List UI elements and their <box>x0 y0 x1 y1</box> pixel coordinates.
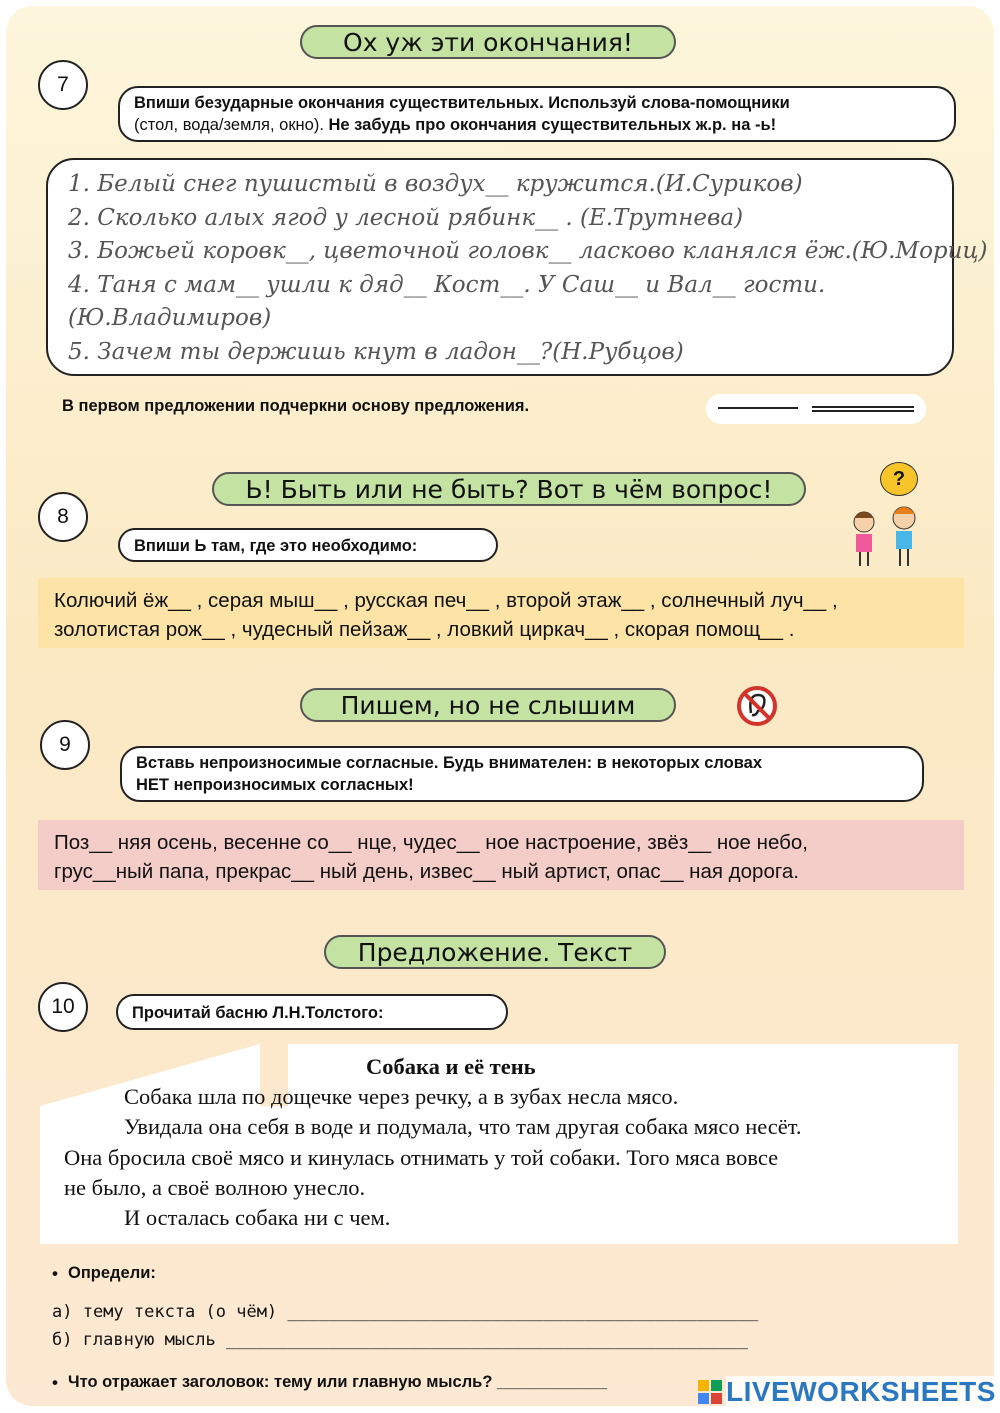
task7-number: 7 <box>38 60 88 110</box>
sentence-5[interactable]: 5. Зачем ты держишь кнут в ладон__?(Н.Рубцов) <box>68 338 684 365</box>
sentence-4-author: (Ю.Владимиров) <box>68 305 272 331</box>
fable-line-2: Увидала она себя в воде и подумала, что там другая собака мясо несёт. <box>124 1114 802 1139</box>
task9-line-2[interactable]: грус__ный папа, прекрас__ ный день, извес__ ный артист, опас__ ная дорога. <box>54 860 799 883</box>
question-bullet: • <box>52 1373 58 1392</box>
task10-instruction: Прочитай басню Л.Н.Толстого: <box>116 994 508 1030</box>
logo-grid-icon <box>698 1380 722 1404</box>
children-icon <box>840 460 930 570</box>
task9-instruction <box>120 746 924 802</box>
task8-line-1[interactable]: Колючий ёж__ , серая мыш__ , русская печ__ , второй этаж__ , солнечный луч__ , <box>54 589 838 612</box>
underline-legend <box>706 394 926 424</box>
speech-bubble-text: ? <box>892 467 906 490</box>
task9-instruction-line2: НЕТ непроизносимых согласных! <box>136 776 414 794</box>
task7-instruction <box>118 86 956 142</box>
logo-text: LIVEWORKSHEETS <box>726 1376 996 1407</box>
task10-title: Предложение. Текст <box>324 935 666 969</box>
answer-main-idea-field[interactable]: б) главную мысль ___________________________________________________ <box>52 1330 748 1350</box>
fable-line-5: И осталась собака ни с чем. <box>124 1205 391 1230</box>
task7-title: Ох уж эти окончания! <box>300 25 676 59</box>
task10-number: 10 <box>38 982 88 1032</box>
fable-line-3: Она бросила своё мясо и кинулась отнимать у той собаки. Того мяса вовсе <box>64 1145 779 1170</box>
task8-instruction: Впиши Ь там, где это необходимо: <box>118 528 498 562</box>
task9-instruction-line1: Вставь непроизносимые согласные. Будь внимателен: в некоторых словах <box>136 754 763 772</box>
sentence-2[interactable]: 2. Сколько алых ягод у лесной рябинк__ . (Е.Трутнева) <box>68 204 744 231</box>
sentence-3[interactable]: 3. Божьей коровк__, цветочной головк__ ласково кланялся ёж.(Ю.Мориц) <box>68 238 988 264</box>
define-label: Определи: <box>68 1264 156 1282</box>
fable-title: Собака и её тень <box>366 1054 536 1079</box>
define-bullet: • <box>52 1264 58 1283</box>
title-question-field[interactable]: Что отражает заголовок: тему или главную мысль? ____________ <box>68 1373 608 1391</box>
task7-subtask: В первом предложении подчеркни основу предложения. <box>62 397 530 415</box>
task8-words-band <box>38 578 964 648</box>
liveworksheets-logo <box>698 1374 998 1410</box>
no-hearing-icon <box>736 685 778 727</box>
kids-illustration <box>840 460 930 570</box>
sentence-4[interactable]: 4. Таня с мам__ ушли к дяд__ Кост__. У Саш__ и Вал__ гости. <box>68 271 826 298</box>
task7-instruction-part3: Не забудь про окончания существительных ж.р. на -ь! <box>323 116 777 134</box>
answer-topic-field[interactable]: а) тему текста (о чём) ______________________________________________ <box>52 1302 759 1322</box>
task9-title: Пишем, но не слышим <box>300 688 676 722</box>
task7-instruction-part2: (стол, вода/земля, окно). <box>134 116 324 134</box>
task7-sentences-box <box>46 158 988 376</box>
task8-line-2[interactable]: золотистая рож__ , чудесный пейзаж__ , ловкий циркач__ , скорая помощ__ . <box>54 618 795 641</box>
task8-title: Ь! Быть или не быть? Вот в чём вопрос! <box>212 472 806 506</box>
fable-line-4: не было, а своё волною унесло. <box>64 1175 366 1200</box>
task9-line-1[interactable]: Поз__ няя осень, весенне со__ нце, чудес__ ное настроение, звёз__ ное небо, <box>54 831 808 854</box>
task9-words-band <box>38 820 964 890</box>
task7-instruction-part1: Впиши безударные окончания существительных. Используй слова-помощники <box>134 94 790 112</box>
task9-number: 9 <box>40 720 90 770</box>
single-underline-icon <box>718 407 798 409</box>
fable-line-1: Собака шла по дощечке через речку, а в зубах несла мясо. <box>124 1084 679 1109</box>
task8-number: 8 <box>38 492 88 542</box>
double-underline-icon <box>812 406 914 412</box>
sentence-1[interactable]: 1. Белый снег пушистый в воздух__ кружится.(И.Суриков) <box>68 171 803 197</box>
